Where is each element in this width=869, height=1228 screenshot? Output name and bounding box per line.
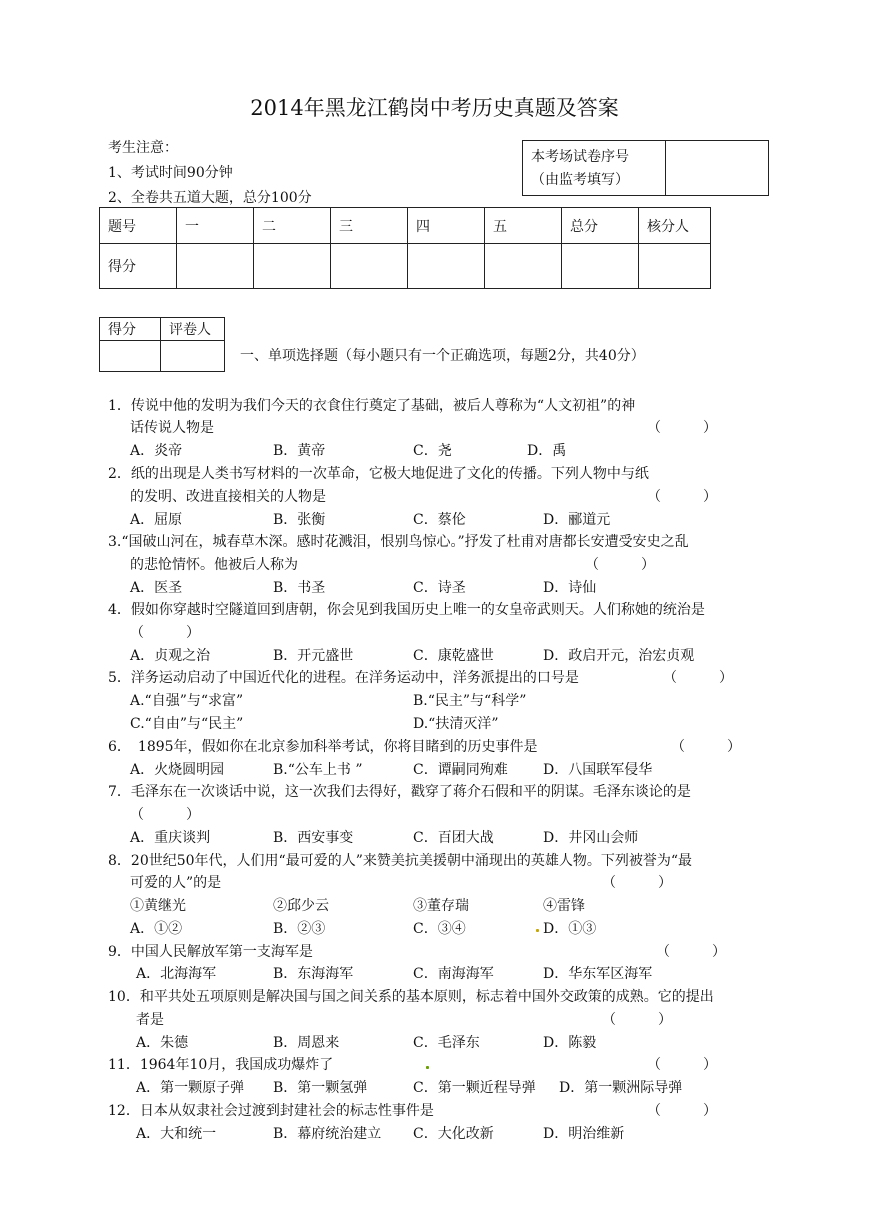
q9-option-d[interactable]: D．华东军区海军 <box>543 966 653 982</box>
q12-option-b[interactable]: B．幕府统治建立 <box>273 1126 382 1142</box>
score-header-total: 总分 <box>562 208 639 244</box>
q1-option-a[interactable]: A．炎帝 <box>130 443 183 459</box>
q6-option-a[interactable]: A．火烧圆明园 <box>130 762 225 778</box>
q10-option-b[interactable]: B．周恩来 <box>273 1035 340 1051</box>
q9-line1: 9．中国人民解放军第一支海军是 <box>108 944 313 960</box>
q6-option-b[interactable]: B.“公车上书 ” <box>273 762 363 778</box>
q1-answer-paren[interactable]: （ ） <box>647 420 717 436</box>
q6-option-d[interactable]: D．八国联军侵华 <box>543 762 653 778</box>
q1-option-c[interactable]: C．尧 <box>413 443 452 459</box>
score-table-header-row <box>100 208 711 244</box>
grader-box-score-label: 得分 <box>100 318 161 341</box>
page-title: 2014年黑龙江鹤岗中考历史真题及答案 <box>250 96 619 120</box>
q3-answer-paren[interactable]: （ ） <box>585 557 655 573</box>
q5-option-d[interactable]: D.“扶清灭洋” <box>413 716 499 732</box>
score-table-score-row <box>100 244 711 289</box>
q9-answer-paren[interactable]: （ ） <box>656 944 726 960</box>
q4-line1: 4．假如你穿越时空隧道回到唐朝，你会见到我国历史上唯一的女皇帝武则天。人们称她的统治是 <box>108 602 705 618</box>
q4-answer-paren[interactable]: （ ） <box>130 625 200 641</box>
q7-option-a[interactable]: A．重庆谈判 <box>130 830 211 846</box>
q12-option-c[interactable]: C．大化改新 <box>413 1126 494 1142</box>
score-row-label: 得分 <box>100 244 177 289</box>
grader-box-grader-label: 评卷人 <box>161 318 225 341</box>
serial-box-line2: （由监考填写） <box>531 172 629 188</box>
grader-box <box>99 317 225 372</box>
score-cell-total[interactable] <box>562 244 639 289</box>
serial-number-cell[interactable] <box>666 141 769 196</box>
score-header-5: 五 <box>485 208 562 244</box>
q8-option-b[interactable]: B．②③ <box>273 921 326 937</box>
q8-item-1: ①黄继光 <box>130 898 186 914</box>
q7-option-b[interactable]: B．西安事变 <box>273 830 354 846</box>
q8-line2: 可爱的人”的是 <box>130 875 222 891</box>
q9-option-c[interactable]: C．南海海军 <box>413 966 494 982</box>
q2-line2: 的发明、改进直接相关的人物是 <box>130 489 326 505</box>
q10-answer-paren[interactable]: （ ） <box>602 1012 672 1028</box>
q8-option-d[interactable]: D．①③ <box>543 921 597 937</box>
q11-line1: 11．1964年10月，我国成功爆炸了 <box>108 1057 334 1073</box>
q1-line2: 话传说人物是 <box>130 420 214 436</box>
q1-line1: 1．传说中他的发明为我们今天的衣食住行奠定了基础，被后人尊称为“人文初祖”的神 <box>108 398 636 414</box>
score-cell-checker[interactable] <box>639 244 711 289</box>
q10-line1: 10．和平共处五项原则是解决国与国之间关系的基本原则，标志着中国外交政策的成熟。它的提出 <box>108 989 714 1005</box>
notice-heading: 考生注意： <box>108 140 178 156</box>
q10-option-d[interactable]: D．陈毅 <box>543 1035 597 1051</box>
q11-answer-paren[interactable]: （ ） <box>647 1057 717 1073</box>
q8-item-4: ④雷锋 <box>543 898 585 914</box>
q9-option-b[interactable]: B．东海海军 <box>273 966 354 982</box>
score-header-2: 二 <box>254 208 331 244</box>
q10-option-a[interactable]: A．朱德 <box>136 1035 189 1051</box>
q4-option-c[interactable]: C．康乾盛世 <box>413 648 494 664</box>
q6-option-c[interactable]: C．谭嗣同殉难 <box>413 762 508 778</box>
notice-item-time: 1、考试时间90分钟 <box>108 165 233 181</box>
q8-item-2: ②邱少云 <box>273 898 329 914</box>
q2-option-c[interactable]: C．蔡伦 <box>413 512 466 528</box>
q12-line1: 12．日本从奴隶社会过渡到封建社会的标志性事件是 <box>108 1103 434 1119</box>
q8-line1: 8．20世纪50年代，人们用“最可爱的人”来赞美抗美援朝中涌现出的英雄人物。下列被誉为“最 <box>108 853 693 869</box>
q5-option-b[interactable]: B.“民主”与“科学” <box>413 693 527 709</box>
q8-item-3: ③董存瑞 <box>413 898 469 914</box>
q2-line1: 2．纸的出现是人类书写材料的一次革命，它极大地促进了文化的传播。下列人物中与纸 <box>108 466 649 482</box>
score-cell-2[interactable] <box>254 244 331 289</box>
grader-box-score-cell[interactable] <box>100 341 161 372</box>
score-header-checker: 核分人 <box>639 208 711 244</box>
q11-option-a[interactable]: A．第一颗原子弹 <box>136 1080 245 1096</box>
score-header-4: 四 <box>408 208 485 244</box>
score-cell-5[interactable] <box>485 244 562 289</box>
score-cell-1[interactable] <box>177 244 254 289</box>
q5-option-c[interactable]: C.“自由”与“民主” <box>130 716 244 732</box>
q4-option-d[interactable]: D．政启开元，治宏贞观 <box>543 648 695 664</box>
q3-line1: 3.“国破山河在，城春草木深。感时花溅泪，恨别鸟惊心。”抒发了杜甫对唐都长安遭受安史之乱 <box>108 534 689 550</box>
score-table <box>99 207 711 289</box>
q7-answer-paren[interactable]: （ ） <box>130 807 200 823</box>
q6-answer-paren[interactable]: （ ） <box>671 739 741 755</box>
score-header-1: 一 <box>177 208 254 244</box>
score-cell-4[interactable] <box>408 244 485 289</box>
stray-dot-mark <box>426 1066 429 1069</box>
q8-answer-paren[interactable]: （ ） <box>602 875 672 891</box>
q5-line1: 5．洋务运动启动了中国近代化的进程。在洋务运动中，洋务派提出的口号是 <box>108 670 579 686</box>
q10-line2: 者是 <box>136 1012 164 1028</box>
score-header-3: 三 <box>331 208 408 244</box>
q8-option-c[interactable]: C．③④ <box>413 921 466 937</box>
q2-answer-paren[interactable]: （ ） <box>647 489 717 505</box>
q12-option-d[interactable]: D．明治维新 <box>543 1126 625 1142</box>
q7-option-c[interactable]: C．百团大战 <box>413 830 494 846</box>
score-header-question: 题号 <box>100 208 177 244</box>
q5-option-a[interactable]: A.“自强”与“求富” <box>130 693 244 709</box>
q8-option-a[interactable]: A．①② <box>130 921 183 937</box>
q4-option-b[interactable]: B．开元盛世 <box>273 648 354 664</box>
q3-option-a[interactable]: A．医圣 <box>130 580 183 596</box>
q1-option-b[interactable]: B．黄帝 <box>273 443 326 459</box>
notice-item-total: 2、全卷共五道大题，总分100分 <box>108 190 312 206</box>
serial-number-box <box>522 140 769 196</box>
q3-line2: 的悲怆情怀。他被后人称为 <box>130 557 298 573</box>
q9-option-a[interactable]: A．北海海军 <box>136 966 217 982</box>
q7-line1: 7．毛泽东在一次谈话中说，这一次我们去得好，戳穿了蒋介石假和平的阴谋。毛泽东谈论的是 <box>108 784 691 800</box>
q6-line1: 6． 1895年，假如你在北京参加科举考试，你将目睹到的历史事件是 <box>108 739 538 755</box>
grader-box-grader-cell[interactable] <box>161 341 225 372</box>
serial-box-line1: 本考场试卷序号 <box>531 149 629 165</box>
q12-option-a[interactable]: A．大和统一 <box>136 1126 217 1142</box>
q12-answer-paren[interactable]: （ ） <box>647 1103 717 1119</box>
q3-option-b[interactable]: B．书圣 <box>273 580 326 596</box>
q11-option-b[interactable]: B．第一颗氢弹 <box>273 1080 368 1096</box>
q1-option-d[interactable]: D．禹 <box>527 443 567 459</box>
section1-heading: 一、单项选择题（每小题只有一个正确选项，每题2分，共40分） <box>240 348 645 364</box>
q11-option-d[interactable]: D．第一颗洲际导弹 <box>559 1080 683 1096</box>
q2-option-d[interactable]: D．郦道元 <box>543 512 611 528</box>
q3-option-c[interactable]: C．诗圣 <box>413 580 466 596</box>
q10-option-c[interactable]: C．毛泽东 <box>413 1035 480 1051</box>
q7-option-d[interactable]: D．井冈山会师 <box>543 830 639 846</box>
q4-option-a[interactable]: A．贞观之治 <box>130 648 211 664</box>
score-cell-3[interactable] <box>331 244 408 289</box>
q2-option-a[interactable]: A．屈原 <box>130 512 183 528</box>
q2-option-b[interactable]: B．张衡 <box>273 512 326 528</box>
stray-dot-mark <box>536 929 539 932</box>
q11-option-c[interactable]: C．第一颗近程导弹 <box>413 1080 536 1096</box>
q3-option-d[interactable]: D．诗仙 <box>543 580 597 596</box>
q5-answer-paren[interactable]: （ ） <box>663 670 733 686</box>
